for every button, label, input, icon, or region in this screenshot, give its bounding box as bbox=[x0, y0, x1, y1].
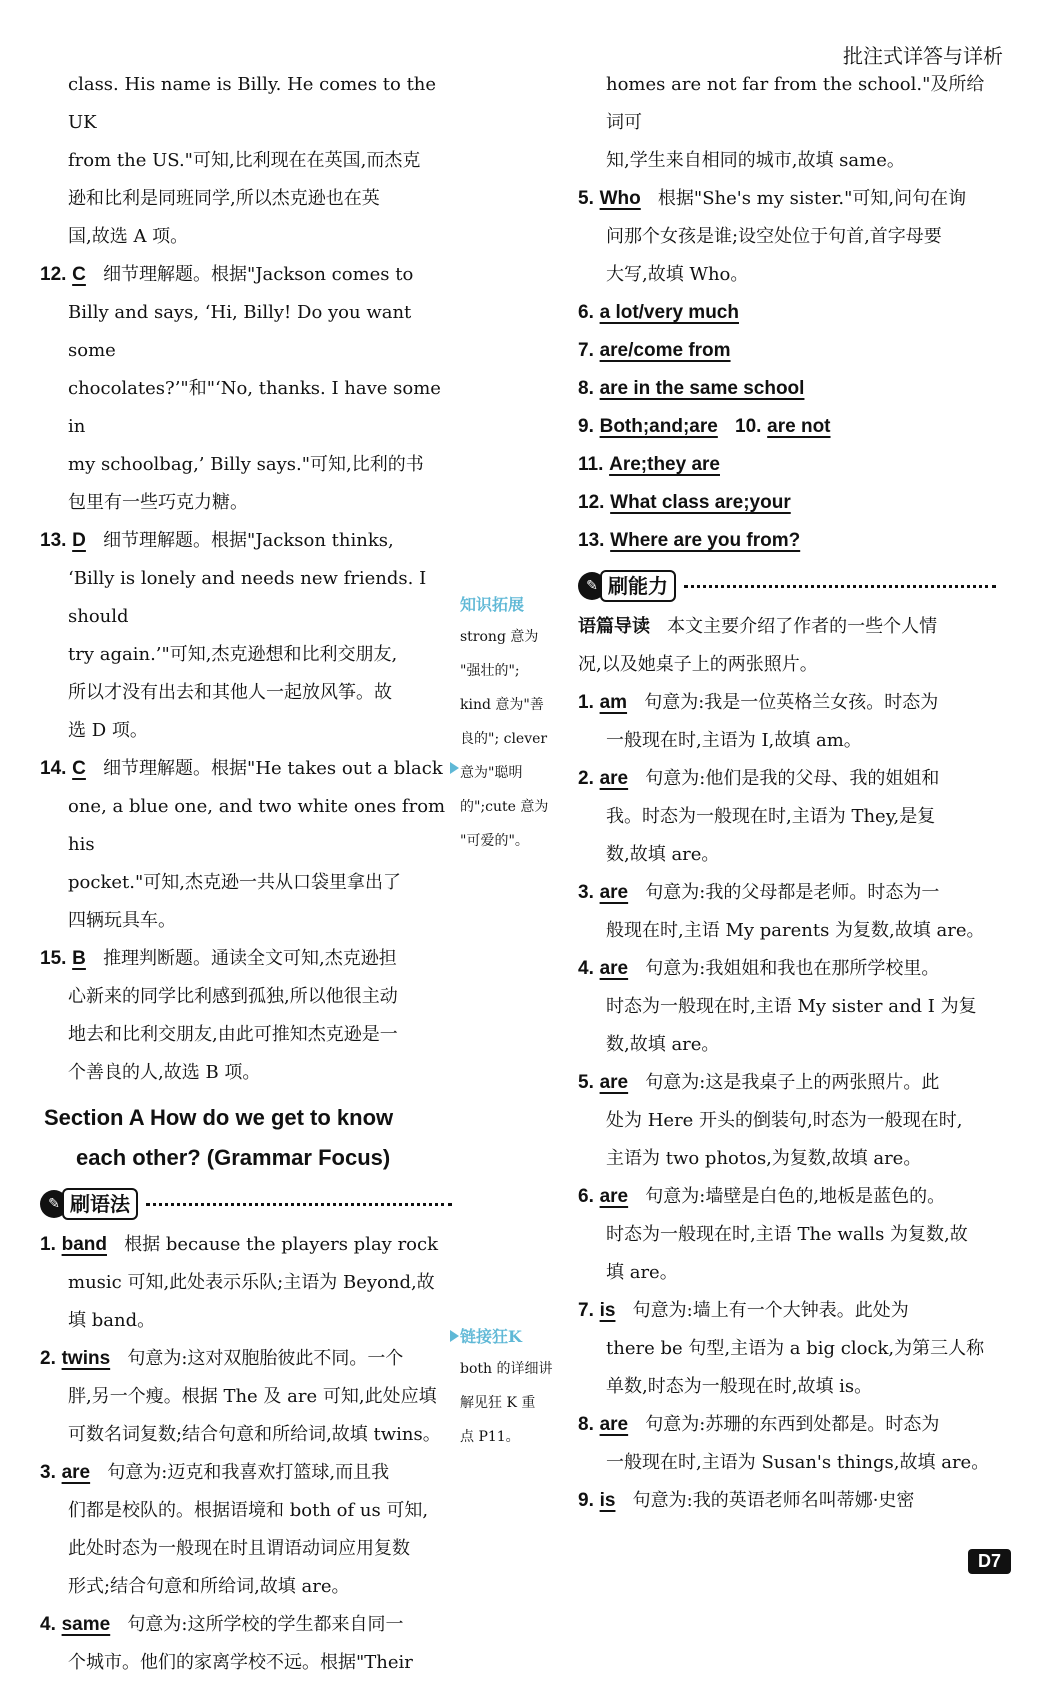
text-line: Billy and says, ‘Hi, Billy! Do you want some bbox=[68, 302, 412, 361]
answer-item-8 bbox=[578, 370, 996, 408]
section-heading-line2: each other? (Grammar Focus) bbox=[76, 1145, 391, 1170]
item-number: 6. bbox=[578, 302, 594, 323]
explanation: 句意为:我的英语老师名叫蒂娜·史密 bbox=[632, 1490, 915, 1511]
answer-item-13 bbox=[40, 522, 452, 750]
answer-key: Both;and;are bbox=[599, 416, 718, 437]
grammar-tag bbox=[40, 1188, 452, 1220]
text-line: 知,学生来自相同的城市,故填 same。 bbox=[606, 150, 905, 171]
answer-key: are bbox=[599, 1072, 629, 1093]
dotted-divider bbox=[684, 585, 996, 588]
ability-item-7 bbox=[578, 1292, 996, 1406]
answer-item-11 bbox=[578, 446, 996, 484]
text-line: 国,故选 A 项。 bbox=[68, 226, 189, 247]
explanation: 句意为:迈克和我喜欢打篮球,而且我 bbox=[107, 1462, 390, 1483]
dotted-divider bbox=[146, 1203, 452, 1206]
text-line: 包里有一些巧克力糖。 bbox=[68, 492, 248, 513]
arrow-icon bbox=[450, 1330, 459, 1342]
answer-item-13 bbox=[578, 522, 996, 560]
text-line: 个善良的人,故选 B 项。 bbox=[68, 1062, 261, 1083]
text-line: 此处时态为一般现在时且谓语动词应用复数 bbox=[68, 1538, 410, 1559]
item-number: 4. bbox=[40, 1614, 56, 1635]
left-column bbox=[40, 66, 452, 1682]
item-number: 1. bbox=[578, 692, 594, 713]
explanation: 句意为:墙壁是白色的,地板是蓝色的。 bbox=[645, 1186, 946, 1207]
answer-key: are bbox=[599, 1186, 629, 1207]
item-number: 1. bbox=[40, 1234, 56, 1255]
running-header: 批注式详答与详析 bbox=[843, 44, 1003, 68]
text-line: 个城市。他们的家离学校不远。根据"Their bbox=[68, 1652, 413, 1673]
arrow-icon bbox=[450, 762, 459, 774]
right-column bbox=[578, 66, 996, 1520]
answer-item-15 bbox=[40, 940, 452, 1092]
ability-item-3 bbox=[578, 874, 996, 950]
text-line: from the US."可知,比利现在在英国,而杰克 bbox=[68, 150, 421, 171]
answer-item-12 bbox=[578, 484, 996, 522]
ability-item-6 bbox=[578, 1178, 996, 1292]
item-number: 11. bbox=[578, 454, 604, 475]
text-line: 的";cute 意为 bbox=[460, 799, 549, 815]
item-number: 7. bbox=[578, 340, 594, 361]
text-line: 良的"; clever bbox=[460, 731, 548, 747]
text-line: 填 are。 bbox=[606, 1262, 678, 1283]
answer-key: C bbox=[72, 264, 86, 285]
answer-key: are bbox=[599, 1414, 629, 1435]
item-number: 8. bbox=[578, 378, 594, 399]
answer-key: are bbox=[599, 768, 629, 789]
text-line: both 的详细讲 bbox=[460, 1361, 553, 1377]
text-line: kind 意为"善 bbox=[460, 697, 544, 713]
answer-key: am bbox=[599, 692, 628, 713]
answer-key: is bbox=[599, 1300, 616, 1321]
item-number: 12. bbox=[40, 264, 67, 285]
explanation: 推理判断题。通读全文可知,杰克逊担 bbox=[103, 948, 397, 969]
text-line: 大写,故填 Who。 bbox=[606, 264, 749, 285]
answer-key: Who bbox=[599, 188, 641, 209]
answer-key: a lot/very much bbox=[599, 302, 739, 323]
text-line: 意为"聪明 bbox=[460, 765, 523, 781]
text-line: my schoolbag,’ Billy says."可知,比利的书 bbox=[68, 454, 424, 475]
tag-label: 刷能力 bbox=[600, 570, 676, 602]
text-line: class. His name is Billy. He comes to the UK bbox=[68, 74, 437, 133]
item-number: 3. bbox=[578, 882, 594, 903]
answer-key: C bbox=[72, 758, 86, 779]
explanation: 句意为:墙上有一个大钟表。此处为 bbox=[632, 1300, 909, 1321]
side-note-knowledge bbox=[460, 590, 568, 858]
text-line: music 可知,此处表示乐队;主语为 Beyond,故 bbox=[68, 1272, 435, 1293]
answer-key: are/come from bbox=[599, 340, 731, 361]
text-line: strong 意为 bbox=[460, 629, 539, 645]
answer-key: Where are you from? bbox=[610, 530, 801, 551]
text-line: 处为 Here 开头的倒装句,时态为一般现在时, bbox=[606, 1110, 963, 1131]
text-line: 一般现在时,主语为 I,故填 am。 bbox=[606, 730, 862, 751]
item-number: 5. bbox=[578, 188, 594, 209]
explanation: 句意为:这是我桌子上的两张照片。此 bbox=[645, 1072, 940, 1093]
text-line: 可数名词复数;结合句意和所给词,故填 twins。 bbox=[68, 1424, 441, 1445]
item-number: 15. bbox=[40, 948, 67, 969]
explanation: 句意为:这所学校的学生都来自同一 bbox=[127, 1614, 404, 1635]
text-line: 们都是校队的。根据语境和 both of us 可知, bbox=[68, 1500, 429, 1521]
grammar-item-2 bbox=[40, 1340, 452, 1454]
text-line: 一般现在时,主语为 Susan's things,故填 are。 bbox=[606, 1452, 990, 1473]
item-number: 12. bbox=[578, 492, 605, 513]
answer-key: same bbox=[61, 1614, 111, 1635]
side-note-title: 知识拓展 bbox=[460, 595, 525, 614]
explanation: 句意为:我是一位英格兰女孩。时态为 bbox=[644, 692, 939, 713]
side-note-title: 链接狂K bbox=[460, 1327, 522, 1346]
text-line: homes are not far from the school."及所给词可 bbox=[606, 74, 985, 133]
explanation: 细节理解题。根据"Jackson comes to bbox=[103, 264, 414, 285]
answer-key: twins bbox=[61, 1348, 111, 1369]
explanation: 根据 because the players play rock bbox=[124, 1234, 438, 1255]
section-heading bbox=[44, 1098, 452, 1178]
side-note-link bbox=[460, 1322, 568, 1454]
ability-item-1 bbox=[578, 684, 996, 760]
text-line: 时态为一般现在时,主语 My sister and I 为复 bbox=[606, 996, 977, 1017]
answer-key: are in the same school bbox=[599, 378, 805, 399]
item-number: 2. bbox=[40, 1348, 56, 1369]
answer-key: are bbox=[599, 958, 629, 979]
explanation: 句意为:这对双胞胎彼此不同。一个 bbox=[127, 1348, 404, 1369]
text-line: try again.’"可知,杰克逊想和比利交朋友, bbox=[68, 644, 398, 665]
text-line: 四辆玩具车。 bbox=[68, 910, 176, 931]
item-number: 13. bbox=[40, 530, 67, 551]
text-line: 数,故填 are。 bbox=[606, 844, 720, 865]
explanation: 句意为:我的父母都是老师。时态为一 bbox=[645, 882, 940, 903]
explanation: 句意为:他们是我的父母、我的姐姐和 bbox=[645, 768, 940, 789]
text-line: 形式;结合句意和所给词,故填 are。 bbox=[68, 1576, 350, 1597]
ability-tag bbox=[578, 570, 996, 602]
text-line: pocket."可知,杰克逊一共从口袋里拿出了 bbox=[68, 872, 401, 893]
item-number: 10. bbox=[735, 416, 762, 437]
item-number: 2. bbox=[578, 768, 594, 789]
ability-item-4 bbox=[578, 950, 996, 1064]
text-line: 单数,时态为一般现在时,故填 is。 bbox=[606, 1376, 873, 1397]
text-line: 地去和比利交朋友,由此可推知杰克逊是一 bbox=[68, 1024, 398, 1045]
text-line: 我。时态为一般现在时,主语为 They,是复 bbox=[606, 806, 936, 827]
answer-key: are not bbox=[767, 416, 831, 437]
text-line: 填 band。 bbox=[68, 1310, 156, 1331]
item-number: 4. bbox=[578, 958, 594, 979]
text-line: 问那个女孩是谁;设空处位于句首,首字母要 bbox=[606, 226, 942, 247]
text-line: 选 D 项。 bbox=[68, 720, 148, 741]
explanation: 句意为:苏珊的东西到处都是。时态为 bbox=[645, 1414, 940, 1435]
ability-item-8 bbox=[578, 1406, 996, 1482]
item-number: 9. bbox=[578, 1490, 594, 1511]
text-line: chocolates?’"和"‘No, thanks. I have some in bbox=[68, 378, 441, 437]
explanation: 根据"She's my sister."可知,问句在询 bbox=[657, 188, 967, 209]
item-number: 7. bbox=[578, 1300, 594, 1321]
text-line: there be 句型,主语为 a big clock,为第三人称 bbox=[606, 1338, 985, 1359]
item-number: 6. bbox=[578, 1186, 594, 1207]
text-line: "强壮的"; bbox=[460, 663, 520, 679]
text-line: 况,以及她桌子上的两张照片。 bbox=[578, 654, 818, 675]
text-line: 所以才没有出去和其他人一起放风筝。故 bbox=[68, 682, 392, 703]
answer-item-5 bbox=[578, 180, 996, 294]
answer-key: are bbox=[599, 882, 629, 903]
explanation: 句意为:我姐姐和我也在那所学校里。 bbox=[645, 958, 940, 979]
text-line: 主语为 two photos,为复数,故填 are。 bbox=[606, 1148, 922, 1169]
text-line: 胖,另一个瘦。根据 The 及 are 可知,此处应填 bbox=[68, 1386, 437, 1407]
answer-item-7 bbox=[578, 332, 996, 370]
text-line: ‘Billy is lonely and needs new friends. I should bbox=[68, 568, 427, 627]
ability-item-5 bbox=[578, 1064, 996, 1178]
answer-key: Are;they are bbox=[609, 454, 720, 475]
text-line: "可爱的"。 bbox=[460, 833, 529, 849]
text-line: 心新来的同学比利感到孤独,所以他很主动 bbox=[68, 986, 398, 1007]
answer-item-14 bbox=[40, 750, 452, 940]
text-line: 本文主要介绍了作者的一些个人情 bbox=[667, 616, 938, 637]
pencil-icon: ✎ bbox=[578, 572, 606, 600]
answer-key: What class are;your bbox=[610, 492, 791, 513]
item-number: 8. bbox=[578, 1414, 594, 1435]
answer-item-12 bbox=[40, 256, 452, 522]
explanation: 细节理解题。根据"Jackson thinks, bbox=[103, 530, 394, 551]
item-number: 13. bbox=[578, 530, 605, 551]
item-number: 14. bbox=[40, 758, 67, 779]
text-line: 解见狂 K 重 bbox=[460, 1395, 536, 1411]
item-number: 9. bbox=[578, 416, 594, 437]
ability-item-2 bbox=[578, 760, 996, 874]
grammar-item-1 bbox=[40, 1226, 452, 1340]
tag-label: 刷语法 bbox=[62, 1188, 138, 1220]
intro-block bbox=[578, 66, 996, 180]
ability-item-9 bbox=[578, 1482, 996, 1520]
answer-key: band bbox=[61, 1234, 107, 1255]
text-line: 般现在时,主语 My parents 为复数,故填 are。 bbox=[606, 920, 985, 941]
intro-block bbox=[40, 66, 452, 256]
answer-key: D bbox=[72, 530, 86, 551]
text-line: one, a blue one, and two white ones from his bbox=[68, 796, 446, 855]
text-line: 时态为一般现在时,主语 The walls 为复数,故 bbox=[606, 1224, 968, 1245]
text-line: 数,故填 are。 bbox=[606, 1034, 720, 1055]
item-number: 5. bbox=[578, 1072, 594, 1093]
text-line: 逊和比利是同班同学,所以杰克逊也在英 bbox=[68, 188, 380, 209]
reading-guide bbox=[578, 608, 996, 684]
answer-item-9-10 bbox=[578, 408, 996, 446]
section-heading-line1: Section A How do we get to know bbox=[44, 1105, 394, 1130]
page-number-badge: D7 bbox=[968, 1549, 1011, 1574]
pencil-icon: ✎ bbox=[40, 1190, 68, 1218]
explanation: 细节理解题。根据"He takes out a black bbox=[103, 758, 443, 779]
answer-key: B bbox=[72, 948, 86, 969]
answer-key: is bbox=[599, 1490, 616, 1511]
answer-key: are bbox=[61, 1462, 91, 1483]
text-line: 点 P11。 bbox=[460, 1429, 520, 1445]
grammar-item-4 bbox=[40, 1606, 452, 1682]
guide-title: 语篇导读 bbox=[578, 616, 650, 637]
item-number: 3. bbox=[40, 1462, 56, 1483]
grammar-item-3 bbox=[40, 1454, 452, 1606]
answer-item-6 bbox=[578, 294, 996, 332]
